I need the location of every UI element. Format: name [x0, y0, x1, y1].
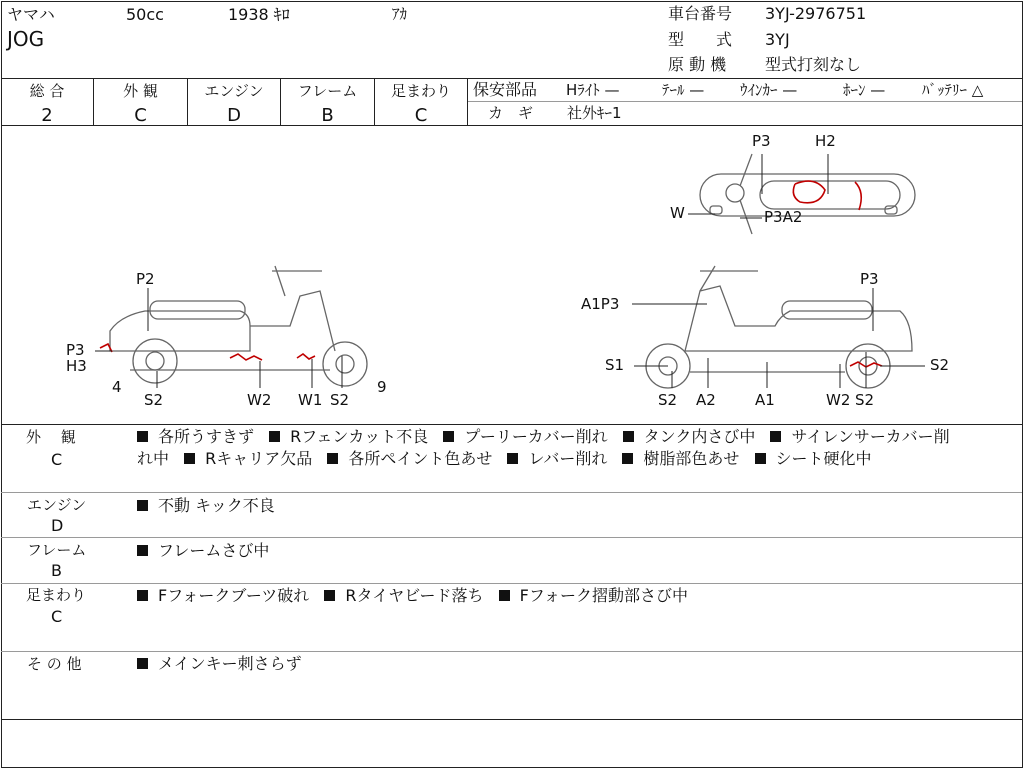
label-4: 4 — [112, 378, 122, 396]
model-name: JOG — [7, 27, 45, 51]
note-text: シート硬化中 — [775, 449, 872, 468]
section-title-frame: フレーム — [27, 541, 87, 559]
divider — [467, 101, 1022, 102]
label-w2: W2 — [247, 391, 272, 409]
type-value: 3YJ — [765, 30, 790, 49]
note-text: レバー削れ — [528, 449, 608, 468]
grade-value: 2 — [41, 105, 53, 126]
maker: ヤマハ — [7, 5, 55, 24]
headlight-status: Hﾗｲﾄ — — [566, 81, 620, 99]
winker-status: ｳｲﾝｶｰ — — [740, 81, 798, 99]
label-p3a2: P3A2 — [764, 208, 803, 226]
note-text: 各所うすきず — [158, 427, 255, 446]
bullet-square-icon — [184, 453, 195, 464]
grade-suspension — [375, 80, 467, 126]
note-text: 樹脂部色あせ — [643, 449, 740, 468]
divider — [1, 424, 1022, 425]
engine-label: 原 動 機 — [668, 55, 727, 74]
tail-status: ﾃｰﾙ — — [662, 81, 705, 99]
note-text: Rフェンカット不良 — [290, 427, 429, 446]
bullet-square-icon — [507, 453, 518, 464]
note-text: サイレンサーカバー削 — [791, 427, 950, 446]
note-item — [499, 586, 688, 605]
suspension-notes — [137, 585, 698, 607]
bullet-square-icon — [623, 431, 634, 442]
label-h2: H2 — [815, 132, 836, 150]
note-text: メインキー刺さらず — [158, 654, 302, 673]
bullet-square-icon — [443, 431, 454, 442]
label-h3: H3 — [66, 357, 87, 375]
note-item — [137, 496, 275, 515]
note-item — [622, 449, 739, 468]
damage-diagram — [0, 126, 1022, 424]
frame-notes — [137, 540, 279, 562]
note-text: 不動 キック不良 — [158, 496, 275, 515]
note-item — [507, 449, 607, 468]
note-text: Rタイヤビード落ち — [345, 586, 484, 605]
note-text: プーリーカバー削れ — [464, 427, 608, 446]
divider — [1, 492, 1022, 493]
divider — [1, 537, 1022, 538]
note-text: Fフォーク摺動部さび中 — [519, 586, 689, 605]
label-s2-right: S2 — [930, 356, 950, 374]
battery-status: ﾊﾞｯﾃﾘｰ △ — [922, 81, 984, 99]
note-item — [269, 427, 428, 446]
bullet-square-icon — [327, 453, 338, 464]
grade-label: 外 観 — [123, 82, 158, 100]
bullet-square-icon — [324, 590, 335, 601]
grade-frame — [281, 80, 374, 126]
label-9: 9 — [377, 378, 387, 396]
note-item — [443, 427, 607, 446]
divider — [1, 78, 1022, 79]
section-grade-engine: D — [51, 516, 64, 535]
grade-value: C — [134, 105, 147, 126]
label-w2-right: W2 — [826, 391, 851, 409]
note-text: タンク内さび中 — [643, 427, 756, 446]
bullet-square-icon — [137, 658, 148, 669]
divider — [467, 78, 468, 125]
label-a2: A2 — [696, 391, 716, 409]
engine-notes — [137, 495, 285, 517]
label-w: W — [670, 204, 685, 222]
section-title-suspension: 足まわり — [26, 586, 87, 604]
grade-label: エンジン — [204, 82, 264, 100]
damage-marks-left — [100, 344, 315, 360]
exterior-notes-line-2 — [137, 448, 882, 470]
leader-lines — [95, 154, 925, 388]
section-grade-suspension: C — [51, 607, 63, 626]
divider — [1, 583, 1022, 584]
note-item — [137, 449, 169, 468]
note-item — [137, 427, 254, 446]
note-item — [770, 427, 949, 446]
divider — [1, 719, 1022, 720]
bullet-square-icon — [499, 590, 510, 601]
label-a1p3: A1P3 — [581, 295, 620, 313]
key-value: 社外ｷｰ1 — [567, 104, 622, 122]
grade-label: フレーム — [297, 82, 358, 100]
note-item — [327, 449, 492, 468]
damage-marks-top — [793, 181, 861, 210]
frame-number: 3YJ-2976751 — [765, 4, 867, 23]
bullet-square-icon — [770, 431, 781, 442]
grade-label: 総 合 — [29, 82, 65, 100]
label-p2: P2 — [136, 270, 155, 288]
bullet-square-icon — [137, 545, 148, 556]
section-title-exterior: 外 観 — [26, 428, 76, 446]
key-label: カ ギ — [488, 104, 534, 122]
note-text: れ中 — [137, 449, 170, 468]
note-item — [755, 449, 872, 468]
note-item — [184, 449, 312, 468]
note-item — [623, 427, 756, 446]
safety-label: 保安部品 — [473, 80, 538, 99]
note-text: 各所ペイント色あせ — [348, 449, 493, 468]
note-text: フレームさび中 — [158, 541, 270, 560]
bullet-square-icon — [137, 590, 148, 601]
mileage: 1938 ｷﾛ — [228, 5, 290, 24]
note-item — [324, 586, 483, 605]
label-s1: S1 — [605, 356, 625, 374]
label-w1: W1 — [298, 391, 323, 409]
label-a1: A1 — [755, 391, 775, 409]
section-grade-frame: B — [51, 561, 62, 580]
label-p3: P3 — [752, 132, 771, 150]
grade-value: D — [227, 105, 241, 126]
type-label: 型 式 — [668, 30, 733, 49]
frame-number-label: 車台番号 — [668, 4, 733, 23]
label-p3-left: P3 — [66, 341, 85, 359]
grade-engine — [188, 80, 280, 126]
bullet-square-icon — [755, 453, 766, 464]
bullet-square-icon — [622, 453, 633, 464]
displacement: 50cc — [126, 5, 164, 24]
exterior-notes-line-1 — [137, 426, 960, 448]
section-title-engine: エンジン — [27, 496, 87, 514]
other-notes — [137, 653, 312, 675]
engine-value: 型式打刻なし — [765, 55, 862, 74]
grade-label: 足まわり — [390, 82, 451, 100]
note-item — [137, 654, 302, 673]
note-item — [137, 541, 269, 560]
grade-value: C — [414, 105, 428, 126]
scooter-top-view — [700, 154, 915, 234]
section-grade-exterior: C — [51, 450, 63, 469]
note-item — [137, 586, 309, 605]
label-s2-front: S2 — [658, 391, 678, 409]
bullet-square-icon — [269, 431, 280, 442]
bullet-square-icon — [137, 500, 148, 511]
label-s2b: S2 — [330, 391, 350, 409]
label-p3-right: P3 — [860, 270, 879, 288]
grade-exterior — [94, 80, 187, 126]
divider — [1, 651, 1022, 652]
note-text: Fフォークブーツ破れ — [158, 586, 310, 605]
section-title-other: そ の 他 — [27, 655, 82, 673]
grade-value: B — [321, 105, 334, 126]
bullet-square-icon — [137, 431, 148, 442]
label-s2: S2 — [144, 391, 164, 409]
horn-status: ﾎｰﾝ — — [843, 81, 886, 99]
note-text: Rキャリア欠品 — [205, 449, 313, 468]
grade-overall — [1, 80, 93, 126]
body-color: ｱｶ — [392, 5, 408, 23]
label-s2-rear: S2 — [855, 391, 875, 409]
